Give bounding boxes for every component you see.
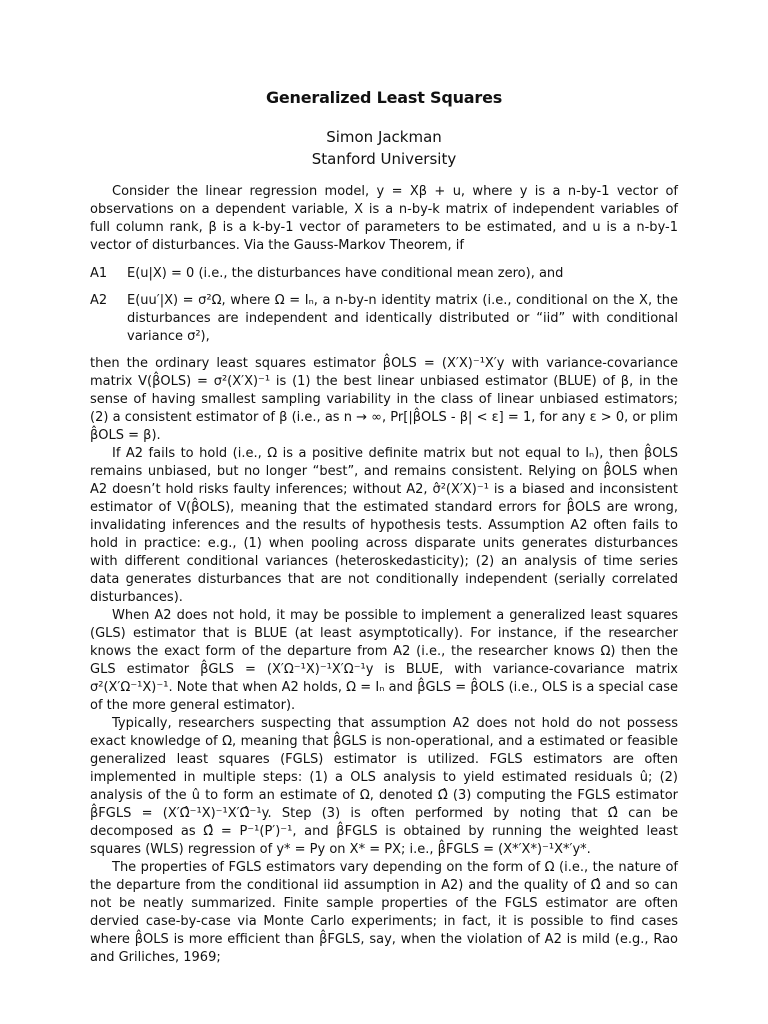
fgls-paragraph: Typically, researchers suspecting that assumption A2 does not hold do not possess exact knowledge of Ω, meaning that β̂GLS is non-operational, and a estimated or feasible generalized least squares (FGLS) estimator is utilized. FGLS estimators are often implemented in multiple steps: (1) a OLS analysis to yield estimated residuals û; (2) analysis of the û to form an estimate of Ω, denoted Ω̂ (3) computing the FGLS estimator β̂FGLS = (X′Ω̂⁻¹X)⁻¹X′Ω̂⁻¹y. Step (3) is often performed by noting that Ω̂ can be decomposed as Ω̂ = P⁻¹(P′)⁻¹, and β̂FGLS is obtained by running the weighted least squares (WLS) regression of y* = Py on X* = PX; i.e., β̂FGLS = (X*′X*)⁻¹X*′y*. [90, 716, 678, 857]
author-block [90, 126, 678, 170]
paper-title: Generalized Least Squares [265, 88, 503, 107]
assumption-a1 [90, 265, 678, 283]
assumption-text: E(uu′|X) = σ²Ω, where Ω = Iₙ, a n-by-n identity matrix (i.e., conditional on the X, the disturbances are independent and identically distributed or “iid” with conditional variance σ²), [127, 293, 678, 344]
assumption-label: A2 [90, 293, 108, 308]
intro-paragraph: Consider the linear regression model, y = Xβ + u, where y is a n-by-1 vector of observations on a dependent variable, X is a n-by-k matrix of independent variables of full column rank, β is a k-by-1 vector of parameters to be estimated, and u is a n-by-1 vector of disturbances. Via the Gauss-Markov Theorem, if [90, 184, 678, 253]
then-paragraph: then the ordinary least squares estimator β̂OLS = (X′X)⁻¹X′y with variance-covariance matrix V(β̂OLS) = σ²(X′X)⁻¹ is (1) the best linear unbiased estimator (BLUE) of β, in the sense of having smallest sampling variability in the class of linear unbiased estimators; (2) a consistent estimator of β (i.e., as n → ∞, Pr[|β̂OLS - β| < ε] = 1, for any ε > 0, or plim β̂OLS = β). [90, 356, 678, 443]
assumption-a2 [90, 292, 678, 346]
author-affiliation: Stanford University [311, 150, 457, 168]
author-name: Simon Jackman [326, 128, 442, 146]
paper-body [90, 183, 678, 967]
assumption-text: E(u|X) = 0 (i.e., the disturbances have conditional mean zero), and [127, 266, 564, 281]
gls-paragraph: When A2 does not hold, it may be possible to implement a generalized least squares (GLS) estimator that is BLUE (at least asymptotically). For instance, if the researcher knows the exact form of the departure from A2 (i.e., the researcher knows Ω) then the GLS estimator β̂GLS = (X′Ω⁻¹X)⁻¹X′Ω⁻¹y is BLUE, with variance-covariance matrix σ²(X′Ω⁻¹X)⁻¹. Note that when A2 holds, Ω = Iₙ and β̂GLS = β̂OLS (i.e., OLS is a special case of the more general estimator). [90, 608, 678, 713]
a2-fails-paragraph: If A2 fails to hold (i.e., Ω is a positive definite matrix but not equal to Iₙ), then β̂OLS remains unbiased, but no longer “best”, and remains consistent. Relying on β̂OLS when A2 doesn’t hold risks faulty inferences; without A2, σ̂²(X′X)⁻¹ is a biased and inconsistent estimator of V(β̂OLS), meaning that the estimated standard errors for β̂OLS are wrong, invalidating inferences and the results of hypothesis tests. Assumption A2 often fails to hold in practice: e.g., (1) when pooling across disparate units generates disturbances with different conditional variances (heteroskedasticity); (2) an analysis of time series data generates disturbances that are not conditionally independent (serially correlated disturbances). [90, 446, 678, 605]
assumption-label: A1 [90, 266, 108, 281]
properties-paragraph: The properties of FGLS estimators vary depending on the form of Ω (i.e., the nature of the departure from the conditional iid assumption in A2) and the quality of Ω̂ and so can not be neatly summarized. Finite sample properties of the FGLS estimator are often dervied case-by-case via Monte Carlo experiments; in fact, it is possible to find cases where β̂OLS is more efficient than β̂FGLS, say, when the violation of A2 is mild (e.g., Rao and Griliches, 1969; [90, 860, 678, 965]
